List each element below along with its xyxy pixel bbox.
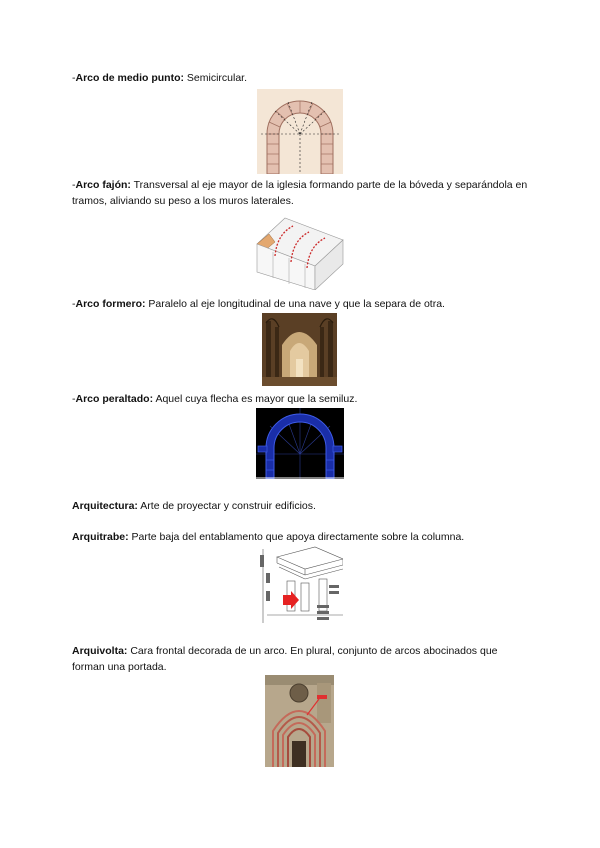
- figure-arco-medio-punto: [257, 89, 343, 174]
- figure-arco-fajon: [255, 212, 345, 290]
- entry-term: Arquivolta:: [72, 645, 128, 657]
- entry-arco-medio-punto: [72, 70, 532, 86]
- entry-definition: Parte baja del entablamento que apoya directamente sobre la columna.: [128, 531, 465, 543]
- entry-definition: Cara frontal decorada de un arco. En plural, conjunto de arcos abocinados que forman una portada.: [72, 645, 498, 673]
- entry-term: Arco peraltado:: [75, 393, 154, 405]
- entry-term: Arco fajón:: [75, 179, 131, 191]
- entry-arquitrabe: [72, 529, 532, 545]
- entry-term: Arquitrabe:: [72, 531, 129, 543]
- entry-arco-formero: [72, 296, 532, 312]
- entry-arco-fajon: [72, 177, 532, 209]
- entry-dash: -: [72, 72, 76, 84]
- entry-definition: Paralelo al eje longitudinal de una nave y que la separa de otra.: [145, 298, 445, 310]
- entry-arquivolta: [72, 643, 532, 675]
- entry-definition: Aquel cuya flecha es mayor que la semiluz.: [153, 393, 358, 405]
- entry-arquitectura: [72, 498, 532, 514]
- figure-arquitrabe: [257, 545, 343, 625]
- entry-dash: -: [72, 179, 76, 191]
- entry-definition: Arte de proyectar y construir edificios.: [137, 500, 316, 512]
- entry-definition: Transversal al eje mayor de la iglesia formando parte de la bóveda y separándola en tramos, aliviando su peso a los muros laterales.: [72, 179, 528, 207]
- entry-term: Arquitectura:: [72, 500, 138, 512]
- entry-definition: Semicircular.: [184, 72, 248, 84]
- figure-arco-formero: [262, 313, 337, 386]
- entry-dash: -: [72, 298, 76, 310]
- entry-dash: -: [72, 393, 76, 405]
- figure-arquivolta: [265, 675, 334, 767]
- entry-arco-peraltado: [72, 391, 532, 407]
- figure-arco-peraltado: [256, 408, 344, 479]
- entry-term: Arco formero:: [75, 298, 146, 310]
- entry-term: Arco de medio punto:: [75, 72, 184, 84]
